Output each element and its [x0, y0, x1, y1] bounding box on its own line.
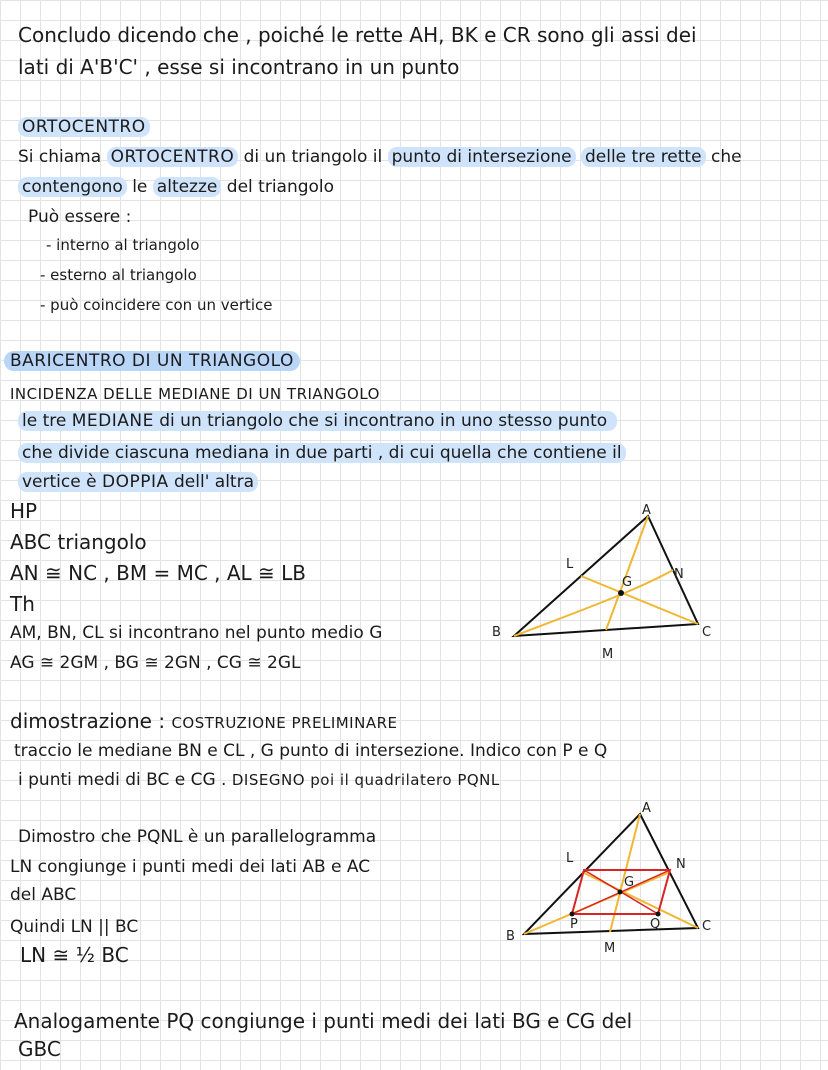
def-hl-1: punto di intersezione	[388, 147, 576, 167]
def-end: che	[710, 147, 742, 167]
th-line-1: AM, BN, CL si incontrano nel punto medio G	[10, 623, 383, 643]
hp-line-1: ABC triangolo	[10, 530, 147, 554]
t1-term: MEDIANE	[71, 411, 154, 431]
option-2: - esterno al triangolo	[40, 266, 197, 284]
fig2-label-c: C	[702, 919, 712, 934]
def-prefix: Si chiama	[18, 147, 102, 167]
fig2-label-b: B	[506, 929, 515, 944]
ortocentro-title-text: ORTOCENTRO	[18, 117, 150, 137]
median-cl-2	[582, 872, 698, 928]
dim-line-1: traccio le mediane BN e CL , G punto di intersezione. Indico con P e Q	[14, 741, 608, 761]
figure-2-parallelogram	[500, 800, 720, 960]
option-3: - può coincidere con un vertice	[40, 296, 273, 314]
def-hl-2: delle tre rette	[581, 147, 706, 167]
baricentro-text-2	[18, 442, 626, 464]
t2: che divide ciascuna mediana in due parti , di cui quella che contiene il	[18, 443, 626, 463]
t3-pre: vertice è	[22, 472, 97, 492]
proof-line-2: LN congiunge i punti medi dei lati AB e AC	[10, 857, 371, 877]
fig2-label-m: M	[604, 941, 616, 956]
point-p	[570, 912, 575, 917]
fig2-label-p: P	[570, 917, 578, 932]
hp-label: HP	[10, 499, 38, 523]
proof-line-1: Dimostro che PQNL è un parallelogramma	[18, 827, 377, 847]
baricentro-text-3	[18, 471, 258, 493]
def2-end: del triangolo	[226, 177, 335, 197]
fig1-label-g: G	[622, 575, 633, 590]
can-be-label: Può essere :	[28, 207, 132, 227]
def2-hl-1: contengono	[18, 177, 127, 197]
intro-line-2: lati di A'B'C' , esse si incontrano in un punto	[18, 55, 460, 79]
figure-1-triangle	[486, 496, 726, 668]
intro-line-1: Concludo dicendo che , poiché le rette AH, BK e CR sono gli assi dei	[18, 23, 697, 47]
baricentro-text-3-hl	[18, 472, 258, 492]
fig1-label-b: B	[492, 625, 501, 640]
baricentro-text-1	[18, 410, 617, 432]
fig1-label-l: L	[566, 557, 574, 572]
analog-line-1: Analogamente PQ congiunge i punti medi dei lati BG e CG del	[14, 1009, 633, 1033]
fig2-label-n: N	[676, 857, 686, 872]
point-g-2	[618, 890, 623, 895]
proof-line-5: LN ≅ ½ BC	[20, 943, 129, 967]
baricentro-title	[4, 350, 300, 372]
fig2-label-q: Q	[650, 917, 661, 932]
th-line-2: AG ≅ 2GM , BG ≅ 2GN , CG ≅ 2GL	[10, 653, 301, 673]
t3-term: DOPPIA	[101, 472, 169, 492]
dim-line-2	[18, 769, 500, 791]
hp-line-2: AN ≅ NC , BM = MC , AL ≅ LB	[10, 561, 307, 585]
point-q	[656, 912, 661, 917]
ortocentro-def-line-2	[18, 176, 334, 198]
def2-hl-2: altezze	[153, 177, 222, 197]
proof-line-3: del ABC	[10, 885, 77, 905]
baricentro-title-text: BARICENTRO DI UN TRIANGOLO	[4, 351, 300, 371]
fig2-label-l: L	[566, 851, 574, 866]
dimostrazione-head	[10, 710, 398, 734]
analog-line-2: GBC	[18, 1037, 61, 1061]
fig1-label-c: C	[702, 625, 712, 640]
proof-line-4: Quindi LN || BC	[10, 917, 139, 937]
t1-post: di un triangolo che si incontrano in uno stesso punto	[159, 411, 608, 431]
fig1-label-a: A	[642, 503, 651, 518]
def2-mid: le	[132, 177, 148, 197]
triangle-abc	[514, 516, 698, 636]
def-mid: di un triangolo il	[243, 147, 383, 167]
baricentro-text-1-hl	[18, 411, 617, 431]
def-term: ORTOCENTRO	[107, 147, 239, 167]
fig1-label-n: N	[674, 567, 684, 582]
fig2-label-a: A	[642, 801, 651, 816]
dim-head-caps: COSTRUZIONE PRELIMINARE	[171, 714, 398, 732]
median-cl	[581, 576, 698, 624]
baricentro-subtitle: INCIDENZA DELLE MEDIANE DI UN TRIANGOLO	[10, 385, 380, 403]
th-label: Th	[10, 592, 35, 616]
fig1-label-m: M	[602, 647, 614, 662]
ortocentro-title	[18, 116, 150, 138]
dim-l2-pre: i punti medi di BC e CG .	[18, 770, 227, 790]
option-1: - interno al triangolo	[46, 236, 200, 254]
dim-l2-caps: DISEGNO poi il quadrilatero PQNL	[231, 771, 500, 789]
dim-head-pre: dimostrazione :	[10, 709, 166, 733]
ortocentro-def-line-1	[18, 146, 742, 168]
t3-post: dell' altra	[174, 472, 255, 492]
fig2-label-g: G	[624, 875, 635, 890]
median-am	[606, 516, 648, 630]
point-g	[618, 590, 624, 596]
t1-pre: le tre	[22, 411, 67, 431]
